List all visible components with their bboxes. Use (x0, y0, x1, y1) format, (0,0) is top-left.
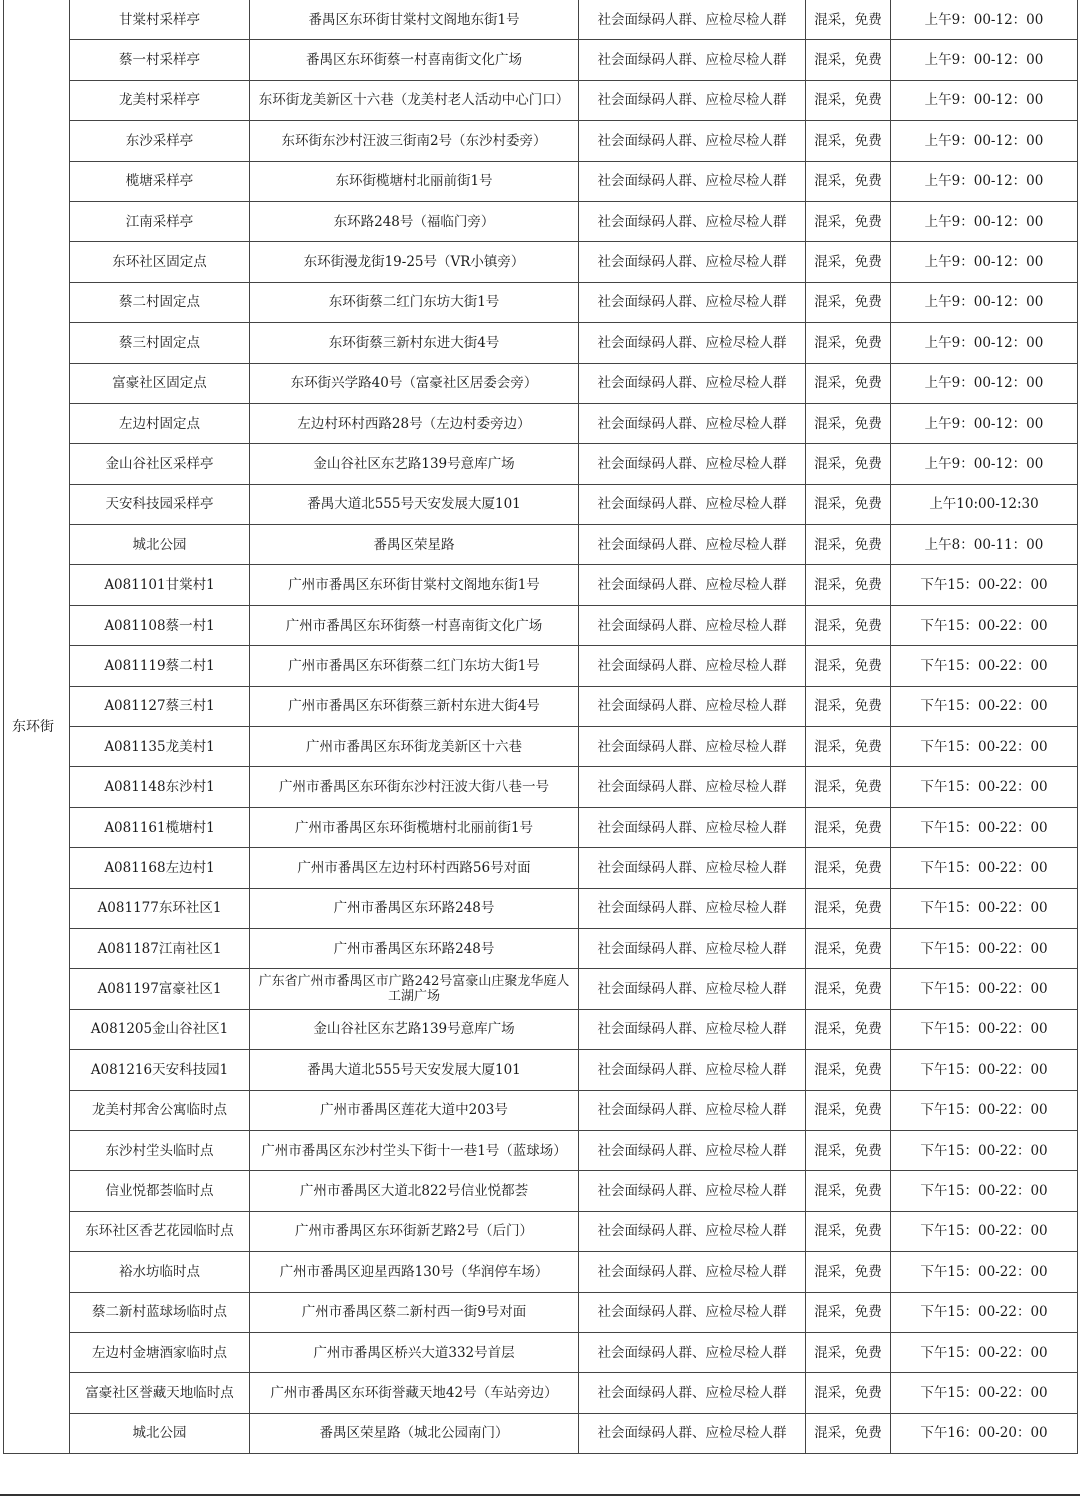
target-crowd-cell: 社会面绿码人群、应检尽检人群 (579, 1211, 806, 1251)
service-time-cell: 下午15：00-22：00 (891, 727, 1078, 767)
sampling-method-cell: 混采，免费 (806, 121, 891, 161)
service-time-cell: 下午15：00-22：00 (891, 1050, 1078, 1090)
sampling-method-cell: 混采，免费 (806, 969, 891, 1009)
site-name-cell: 蔡一村采样亭 (70, 40, 250, 80)
site-name-cell: A081161榄塘村1 (70, 807, 250, 847)
address-cell: 广州市番禺区东环街甘棠村文阁地东街1号 (250, 565, 579, 605)
table-row (4, 1171, 1078, 1211)
sampling-method-cell: 混采，免费 (806, 1292, 891, 1332)
table-row (4, 363, 1078, 403)
table-row (4, 323, 1078, 363)
address-cell: 番禺区荣星路 (250, 525, 579, 565)
address-cell: 金山谷社区东艺路139号意库广场 (250, 444, 579, 484)
target-crowd-cell: 社会面绿码人群、应检尽检人群 (579, 1050, 806, 1090)
service-time-cell: 上午9：00-12：00 (891, 40, 1078, 80)
table-row (4, 1413, 1078, 1453)
target-crowd-cell: 社会面绿码人群、应检尽检人群 (579, 121, 806, 161)
service-time-cell: 下午15：00-22：00 (891, 969, 1078, 1009)
target-crowd-cell: 社会面绿码人群、应检尽检人群 (579, 525, 806, 565)
site-name-cell: A081205金山谷社区1 (70, 1009, 250, 1049)
sampling-method-cell: 混采，免费 (806, 363, 891, 403)
table-row (4, 403, 1078, 443)
address-cell: 广州市番禺区大道北822号信业悦都荟 (250, 1171, 579, 1211)
site-name-cell: A081168左边村1 (70, 848, 250, 888)
sampling-method-cell: 混采，免费 (806, 525, 891, 565)
site-name-cell: 天安科技园采样亭 (70, 484, 250, 524)
target-crowd-cell: 社会面绿码人群、应检尽检人群 (579, 1373, 806, 1413)
sampling-method-cell: 混采，免费 (806, 201, 891, 241)
sampling-method-cell: 混采，免费 (806, 1373, 891, 1413)
service-time-cell: 上午10:00-12:30 (891, 484, 1078, 524)
service-time-cell: 下午15：00-22：00 (891, 807, 1078, 847)
site-name-cell: 左边村金塘酒家临时点 (70, 1332, 250, 1372)
service-time-cell: 上午9：00-12：00 (891, 363, 1078, 403)
sampling-method-cell: 混采，免费 (806, 848, 891, 888)
sampling-method-cell: 混采，免费 (806, 807, 891, 847)
sampling-method-cell: 混采，免费 (806, 767, 891, 807)
sampling-method-cell: 混采，免费 (806, 686, 891, 726)
table-row (4, 807, 1078, 847)
service-time-cell: 下午15：00-22：00 (891, 888, 1078, 928)
site-name-cell: 富豪社区誉藏天地临时点 (70, 1373, 250, 1413)
sampling-method-cell: 混采，免费 (806, 323, 891, 363)
target-crowd-cell: 社会面绿码人群、应检尽检人群 (579, 767, 806, 807)
sampling-method-cell: 混采，免费 (806, 403, 891, 443)
target-crowd-cell: 社会面绿码人群、应检尽检人群 (579, 969, 806, 1009)
address-cell: 广州市番禺区东环街蔡二红门东坊大街1号 (250, 646, 579, 686)
target-crowd-cell: 社会面绿码人群、应检尽检人群 (579, 201, 806, 241)
table-row (4, 727, 1078, 767)
site-name-cell: A081197富豪社区1 (70, 969, 250, 1009)
service-time-cell: 上午9：00-12：00 (891, 201, 1078, 241)
target-crowd-cell: 社会面绿码人群、应检尽检人群 (579, 646, 806, 686)
site-name-cell: A081148东沙村1 (70, 767, 250, 807)
target-crowd-cell: 社会面绿码人群、应检尽检人群 (579, 605, 806, 645)
table-row (4, 484, 1078, 524)
target-crowd-cell: 社会面绿码人群、应检尽检人群 (579, 888, 806, 928)
site-name-cell: A081177东环社区1 (70, 888, 250, 928)
site-name-cell: 蔡三村固定点 (70, 323, 250, 363)
target-crowd-cell: 社会面绿码人群、应检尽检人群 (579, 928, 806, 968)
table-row (4, 646, 1078, 686)
service-time-cell: 上午9：00-12：00 (891, 0, 1078, 40)
sampling-sites-table (3, 0, 1078, 1454)
sampling-method-cell: 混采，免费 (806, 928, 891, 968)
target-crowd-cell: 社会面绿码人群、应检尽检人群 (579, 1130, 806, 1170)
address-cell: 广州市番禺区桥兴大道332号首层 (250, 1332, 579, 1372)
address-cell: 广州市番禺区莲花大道中203号 (250, 1090, 579, 1130)
target-crowd-cell: 社会面绿码人群、应检尽检人群 (579, 444, 806, 484)
address-cell: 广州市番禺区东环路248号 (250, 928, 579, 968)
address-cell: 番禺区荣星路（城北公园南门） (250, 1413, 579, 1453)
target-crowd-cell: 社会面绿码人群、应检尽检人群 (579, 1413, 806, 1453)
table-row (4, 565, 1078, 605)
service-time-cell: 下午15：00-22：00 (891, 1130, 1078, 1170)
table-row (4, 1130, 1078, 1170)
address-cell: 金山谷社区东艺路139号意库广场 (250, 1009, 579, 1049)
service-time-cell: 上午8：00-11：00 (891, 525, 1078, 565)
table-row (4, 1292, 1078, 1332)
sampling-method-cell: 混采，免费 (806, 1050, 891, 1090)
address-cell: 广州市番禺区东环街誉藏天地42号（车站旁边） (250, 1373, 579, 1413)
address-cell: 广州市番禺区东环街蔡三新村东进大街4号 (250, 686, 579, 726)
site-name-cell: A081187江南社区1 (70, 928, 250, 968)
sampling-method-cell: 混采，免费 (806, 1009, 891, 1049)
address-cell: 东环街蔡三新村东进大街4号 (250, 323, 579, 363)
service-time-cell: 下午15：00-22：00 (891, 1171, 1078, 1211)
table-body (4, 0, 1078, 1454)
address-cell: 广东省广州市番禺区市广路242号富豪山庄聚龙华庭人工湖广场 (250, 969, 579, 1009)
target-crowd-cell: 社会面绿码人群、应检尽检人群 (579, 1332, 806, 1372)
target-crowd-cell: 社会面绿码人群、应检尽检人群 (579, 484, 806, 524)
service-time-cell: 下午15：00-22：00 (891, 565, 1078, 605)
address-cell: 广州市番禺区东环街新艺路2号（后门） (250, 1211, 579, 1251)
sampling-method-cell: 混采，免费 (806, 1171, 891, 1211)
address-cell: 番禺大道北555号天安发展大厦101 (250, 484, 579, 524)
service-time-cell: 下午15：00-22：00 (891, 1211, 1078, 1251)
address-cell: 东环街漫龙街19-25号（VR小镇旁） (250, 242, 579, 282)
sampling-method-cell: 混采，免费 (806, 565, 891, 605)
address-cell: 广州市番禺区东环路248号 (250, 888, 579, 928)
table-row (4, 969, 1078, 1009)
service-time-cell: 下午15：00-22：00 (891, 1252, 1078, 1292)
sampling-method-cell: 混采，免费 (806, 1413, 891, 1453)
service-time-cell: 下午15：00-22：00 (891, 928, 1078, 968)
address-cell: 广州市番禺区东沙村坣头下街十一巷1号（蓝球场） (250, 1130, 579, 1170)
address-cell: 东环街东沙村汪波三街南2号（东沙村委旁） (250, 121, 579, 161)
site-name-cell: 左边村固定点 (70, 403, 250, 443)
target-crowd-cell: 社会面绿码人群、应检尽检人群 (579, 403, 806, 443)
service-time-cell: 上午9：00-12：00 (891, 323, 1078, 363)
service-time-cell: 下午15：00-22：00 (891, 848, 1078, 888)
site-name-cell: A081135龙美村1 (70, 727, 250, 767)
service-time-cell: 下午15：00-22：00 (891, 605, 1078, 645)
table-row (4, 1373, 1078, 1413)
target-crowd-cell: 社会面绿码人群、应检尽检人群 (579, 848, 806, 888)
table-bottom-border (0, 1494, 1080, 1496)
service-time-cell: 下午15：00-22：00 (891, 1009, 1078, 1049)
address-cell: 广州市番禺区东环街龙美新区十六巷 (250, 727, 579, 767)
table-row (4, 525, 1078, 565)
site-name-cell: A081127蔡三村1 (70, 686, 250, 726)
site-name-cell: A081108蔡一村1 (70, 605, 250, 645)
address-cell: 广州市番禺区迎星西路130号（华润停车场） (250, 1252, 579, 1292)
service-time-cell: 下午15：00-22：00 (891, 767, 1078, 807)
site-name-cell: 金山谷社区采样亭 (70, 444, 250, 484)
target-crowd-cell: 社会面绿码人群、应检尽检人群 (579, 242, 806, 282)
site-name-cell: 甘棠村采样亭 (70, 0, 250, 40)
sampling-method-cell: 混采，免费 (806, 1211, 891, 1251)
table-row (4, 80, 1078, 120)
site-name-cell: 富豪社区固定点 (70, 363, 250, 403)
site-name-cell: 城北公园 (70, 1413, 250, 1453)
service-time-cell: 上午9：00-12：00 (891, 444, 1078, 484)
table-row (4, 121, 1078, 161)
address-cell: 东环街龙美新区十六巷（龙美村老人活动中心门口） (250, 80, 579, 120)
table-row (4, 1050, 1078, 1090)
service-time-cell: 下午16：00-20：00 (891, 1413, 1078, 1453)
sampling-method-cell: 混采，免费 (806, 605, 891, 645)
table-row (4, 1009, 1078, 1049)
target-crowd-cell: 社会面绿码人群、应检尽检人群 (579, 1171, 806, 1211)
site-name-cell: 榄塘采样亭 (70, 161, 250, 201)
target-crowd-cell: 社会面绿码人群、应检尽检人群 (579, 161, 806, 201)
site-name-cell: 龙美村邦舍公寓临时点 (70, 1090, 250, 1130)
service-time-cell: 上午9：00-12：00 (891, 403, 1078, 443)
district-cell: 东环街 (4, 0, 70, 1454)
table-row (4, 201, 1078, 241)
target-crowd-cell: 社会面绿码人群、应检尽检人群 (579, 565, 806, 605)
sampling-method-cell: 混采，免费 (806, 80, 891, 120)
sampling-method-cell: 混采，免费 (806, 484, 891, 524)
service-time-cell: 下午15：00-22：00 (891, 1332, 1078, 1372)
service-time-cell: 上午9：00-12：00 (891, 242, 1078, 282)
site-name-cell: A081216天安科技园1 (70, 1050, 250, 1090)
table-row (4, 1252, 1078, 1292)
sampling-method-cell: 混采，免费 (806, 1090, 891, 1130)
sampling-method-cell: 混采，免费 (806, 0, 891, 40)
sampling-method-cell: 混采，免费 (806, 242, 891, 282)
target-crowd-cell: 社会面绿码人群、应检尽检人群 (579, 80, 806, 120)
sampling-method-cell: 混采，免费 (806, 161, 891, 201)
service-time-cell: 上午9：00-12：00 (891, 161, 1078, 201)
target-crowd-cell: 社会面绿码人群、应检尽检人群 (579, 282, 806, 322)
sampling-method-cell: 混采，免费 (806, 646, 891, 686)
table-row (4, 686, 1078, 726)
address-cell: 广州市番禺区东环街蔡一村喜南街文化广场 (250, 605, 579, 645)
address-cell: 东环路248号（福临门旁） (250, 201, 579, 241)
sampling-method-cell: 混采，免费 (806, 1252, 891, 1292)
target-crowd-cell: 社会面绿码人群、应检尽检人群 (579, 1009, 806, 1049)
site-name-cell: 裕水坊临时点 (70, 1252, 250, 1292)
address-cell: 东环街蔡二红门东坊大街1号 (250, 282, 579, 322)
address-cell: 番禺区东环街甘棠村文阁地东街1号 (250, 0, 579, 40)
table-row (4, 444, 1078, 484)
site-name-cell: 东沙采样亭 (70, 121, 250, 161)
site-name-cell: 蔡二村固定点 (70, 282, 250, 322)
address-cell: 番禺区东环街蔡一村喜南街文化广场 (250, 40, 579, 80)
target-crowd-cell: 社会面绿码人群、应检尽检人群 (579, 807, 806, 847)
sampling-method-cell: 混采，免费 (806, 1130, 891, 1170)
address-cell: 东环街榄塘村北丽前街1号 (250, 161, 579, 201)
address-cell: 广州市番禺区左边村环村西路56号对面 (250, 848, 579, 888)
table-row (4, 242, 1078, 282)
table-row (4, 1211, 1078, 1251)
target-crowd-cell: 社会面绿码人群、应检尽检人群 (579, 1090, 806, 1130)
address-cell: 左边村环村西路28号（左边村委旁边） (250, 403, 579, 443)
address-cell: 广州市番禺区蔡二新村西一街9号对面 (250, 1292, 579, 1332)
address-cell: 广州市番禺区东环街东沙村汪波大街八巷一号 (250, 767, 579, 807)
target-crowd-cell: 社会面绿码人群、应检尽检人群 (579, 727, 806, 767)
site-name-cell: 城北公园 (70, 525, 250, 565)
sampling-method-cell: 混采，免费 (806, 1332, 891, 1372)
sampling-method-cell: 混采，免费 (806, 40, 891, 80)
sampling-method-cell: 混采，免费 (806, 444, 891, 484)
service-time-cell: 下午15：00-22：00 (891, 1292, 1078, 1332)
service-time-cell: 下午15：00-22：00 (891, 686, 1078, 726)
sampling-method-cell: 混采，免费 (806, 282, 891, 322)
table-row (4, 282, 1078, 322)
site-name-cell: 信业悦都荟临时点 (70, 1171, 250, 1211)
site-name-cell: 东环社区固定点 (70, 242, 250, 282)
site-name-cell: 东环社区香艺花园临时点 (70, 1211, 250, 1251)
service-time-cell: 下午15：00-22：00 (891, 1090, 1078, 1130)
site-name-cell: 江南采样亭 (70, 201, 250, 241)
table-row (4, 40, 1078, 80)
table-row (4, 161, 1078, 201)
target-crowd-cell: 社会面绿码人群、应检尽检人群 (579, 1292, 806, 1332)
address-cell: 广州市番禺区东环街榄塘村北丽前街1号 (250, 807, 579, 847)
table-row (4, 0, 1078, 40)
sampling-method-cell: 混采，免费 (806, 727, 891, 767)
service-time-cell: 下午15：00-22：00 (891, 1373, 1078, 1413)
table-row (4, 888, 1078, 928)
service-time-cell: 上午9：00-12：00 (891, 80, 1078, 120)
target-crowd-cell: 社会面绿码人群、应检尽检人群 (579, 0, 806, 40)
table-row (4, 848, 1078, 888)
target-crowd-cell: 社会面绿码人群、应检尽检人群 (579, 40, 806, 80)
site-name-cell: 蔡二新村蓝球场临时点 (70, 1292, 250, 1332)
target-crowd-cell: 社会面绿码人群、应检尽检人群 (579, 323, 806, 363)
service-time-cell: 上午9：00-12：00 (891, 121, 1078, 161)
table-row (4, 928, 1078, 968)
table-row (4, 605, 1078, 645)
site-name-cell: A081119蔡二村1 (70, 646, 250, 686)
service-time-cell: 上午9：00-12：00 (891, 282, 1078, 322)
address-cell: 东环街兴学路40号（富豪社区居委会旁） (250, 363, 579, 403)
table-row (4, 767, 1078, 807)
address-cell: 番禺大道北555号天安发展大厦101 (250, 1050, 579, 1090)
sampling-method-cell: 混采，免费 (806, 888, 891, 928)
target-crowd-cell: 社会面绿码人群、应检尽检人群 (579, 1252, 806, 1292)
table-row (4, 1332, 1078, 1372)
table-row (4, 1090, 1078, 1130)
target-crowd-cell: 社会面绿码人群、应检尽检人群 (579, 363, 806, 403)
service-time-cell: 下午15：00-22：00 (891, 646, 1078, 686)
site-name-cell: A081101甘棠村1 (70, 565, 250, 605)
site-name-cell: 东沙村坣头临时点 (70, 1130, 250, 1170)
target-crowd-cell: 社会面绿码人群、应检尽检人群 (579, 686, 806, 726)
site-name-cell: 龙美村采样亭 (70, 80, 250, 120)
